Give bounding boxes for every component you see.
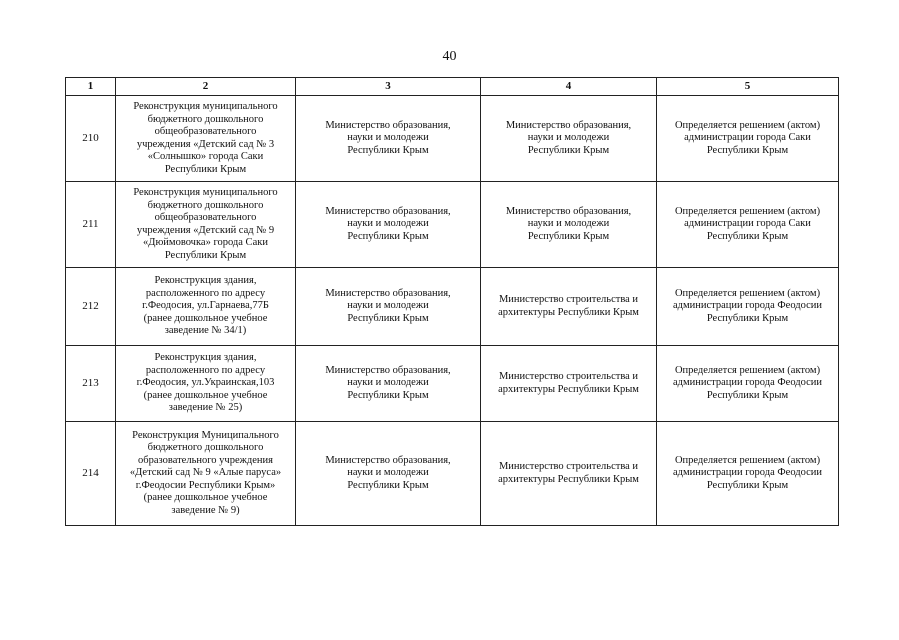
customer-cell [296, 422, 481, 526]
owner-text: Определяется решением (актом) администрации города Феодосии Республики Крым [672, 454, 823, 491]
column-header-4: 4 [481, 78, 657, 96]
row-number: 211 [66, 182, 116, 268]
developer-cell [481, 96, 657, 182]
page-number: 40 [442, 49, 457, 64]
customer-cell [296, 346, 481, 422]
owner-cell [657, 268, 839, 346]
owner-cell [657, 422, 839, 526]
owner-text: Определяется решением (актом) администрации города Саки Республики Крым [674, 119, 821, 156]
developer-text: Министерство образования, науки и молодежи Республики Крым [505, 119, 632, 156]
owner-cell [657, 96, 839, 182]
object-cell [116, 422, 296, 526]
customer-cell [296, 268, 481, 346]
developer-cell [481, 268, 657, 346]
object-cell [116, 268, 296, 346]
object-text: Реконструкция муниципального бюджетного дошкольного общеобразовательного учреждения «Детский сад № 3 «Солнышко» города Саки Республики Крым [133, 101, 278, 175]
developer-cell [481, 422, 657, 526]
customer-text: Министерство образования, науки и молодежи Республики Крым [325, 454, 451, 491]
table-row [66, 346, 839, 422]
customer-text: Министерство образования, науки и молодежи Республики Крым [325, 287, 451, 324]
row-number: 214 [66, 422, 116, 526]
object-cell [116, 182, 296, 268]
owner-cell [657, 346, 839, 422]
row-number: 213 [66, 346, 116, 422]
column-header-2: 2 [116, 78, 296, 96]
owner-text: Определяется решением (актом) администрации города Феодосии Республики Крым [672, 287, 823, 324]
developer-text: Министерство строительства и архитектуры Республики Крым [498, 294, 639, 318]
table-row [66, 422, 839, 526]
customer-text: Министерство образования, науки и молодежи Республики Крым [325, 205, 451, 242]
owner-text: Определяется решением (актом) администрации города Саки Республики Крым [674, 205, 821, 242]
table-row [66, 268, 839, 346]
object-text: Реконструкция муниципального бюджетного дошкольного общеобразовательного учреждения «Детский сад № 9 «Дюймовочка» города Саки Республики Крым [133, 187, 278, 261]
developer-text: Министерство строительства и архитектуры Республики Крым [498, 371, 639, 395]
customer-cell [296, 96, 481, 182]
developer-text: Министерство образования, науки и молодежи Республики Крым [505, 205, 632, 242]
object-cell [116, 346, 296, 422]
column-header-5: 5 [657, 78, 839, 96]
customer-text: Министерство образования, науки и молодежи Республики Крым [325, 364, 451, 401]
developer-text: Министерство строительства и архитектуры Республики Крым [498, 461, 639, 485]
row-number: 212 [66, 268, 116, 346]
objects-table [65, 77, 839, 526]
owner-cell [657, 182, 839, 268]
object-text: Реконструкция здания, расположенного по адресу г.Феодосия, ул.Гарнаева,77Б (ранее дошкольное учебное заведение № 34/1) [142, 275, 269, 337]
row-number: 210 [66, 96, 116, 182]
customer-text: Министерство образования, науки и молодежи Республики Крым [325, 119, 451, 156]
table-row [66, 182, 839, 268]
column-header-3: 3 [296, 78, 481, 96]
owner-text: Определяется решением (актом) администрации города Феодосии Республики Крым [672, 364, 823, 401]
customer-cell [296, 182, 481, 268]
object-cell [116, 96, 296, 182]
table-header-row [66, 78, 839, 96]
column-header-1: 1 [66, 78, 116, 96]
developer-cell [481, 182, 657, 268]
table-row [66, 96, 839, 182]
object-text: Реконструкция здания, расположенного по адресу г.Феодосия, ул.Украинская,103 (ранее дошкольное учебное заведение № 25) [136, 352, 275, 414]
object-text: Реконструкция Муниципального бюджетного дошкольного образовательного учреждения «Детский сад № 9 «Алые паруса» г.Феодосии Республики Крым» (ранее дошкольное учебное заведение № 9) [129, 429, 282, 516]
developer-cell [481, 346, 657, 422]
